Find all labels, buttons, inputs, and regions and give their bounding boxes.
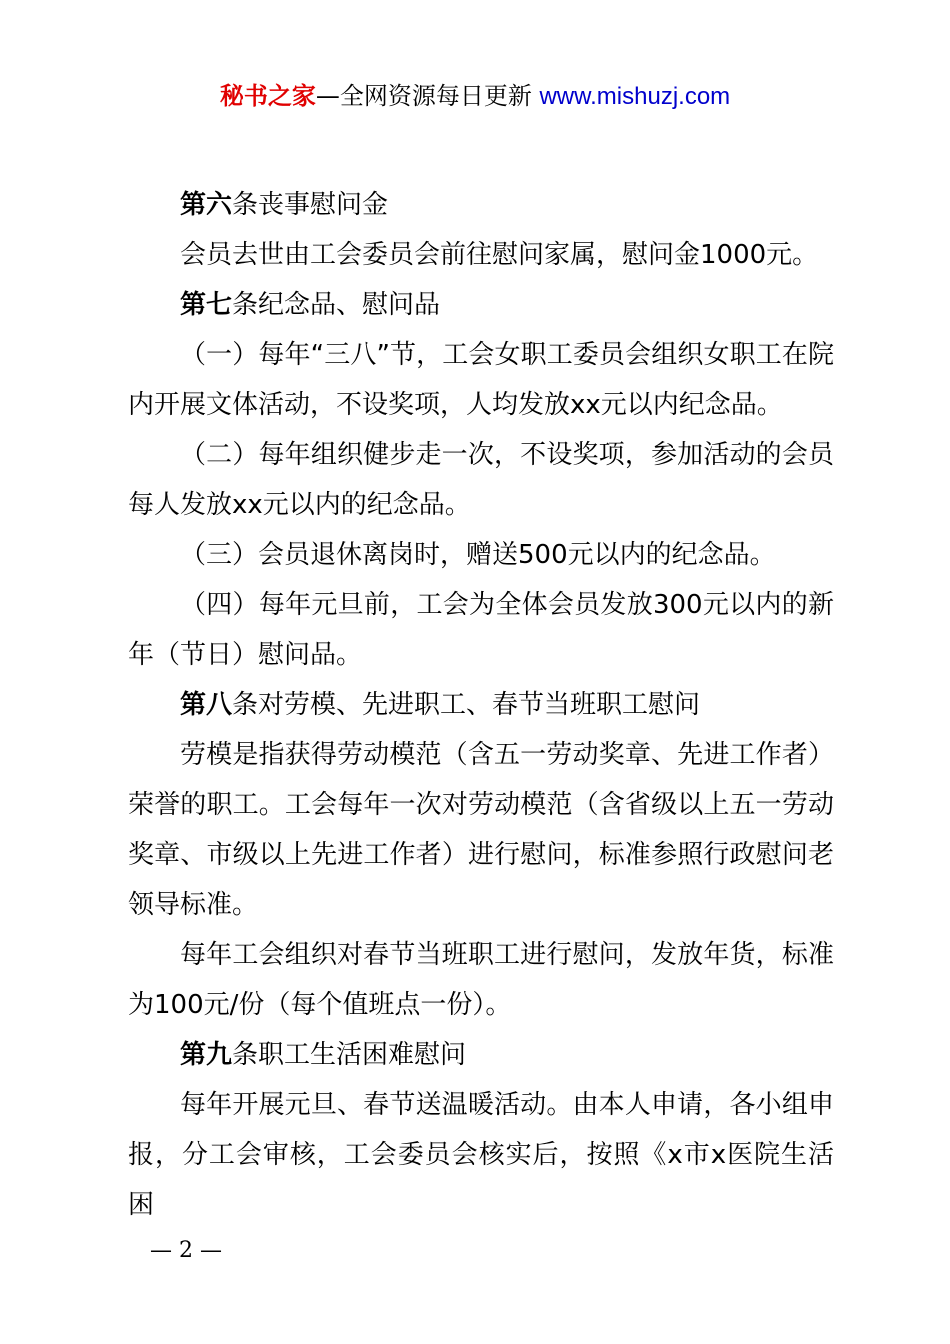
article-title: 条对劳模、先进职工、春节当班职工慰问 <box>232 690 701 720</box>
article-title: 条丧事慰问金 <box>232 190 389 220</box>
article-number: 第八 <box>180 690 233 720</box>
article-number: 第六 <box>180 190 233 220</box>
article-7-heading <box>128 280 834 330</box>
article-title: 条纪念品、慰问品 <box>232 290 441 320</box>
paragraph: （三）会员退休离岗时，赠送500元以内的纪念品。 <box>180 540 776 570</box>
page-number: — 2 — <box>150 1238 222 1263</box>
banner-tagline: —全网资源每日更新 <box>315 82 540 110</box>
article-6-heading <box>128 180 834 230</box>
paragraph: （一）每年“三八”节，工会女职工委员会组织女职工在院内开展文体活动，不设奖项，人均发放xx元以内纪念品。 <box>128 340 834 420</box>
article-number: 第九 <box>180 1040 233 1070</box>
banner-url-link[interactable]: www.mishuzj.com <box>539 83 731 110</box>
banner-brand: 秘书之家 <box>219 82 316 110</box>
article-9-heading <box>128 1030 834 1080</box>
site-banner <box>0 80 950 113</box>
article-number: 第七 <box>180 290 233 320</box>
paragraph: 每年开展元旦、春节送温暖活动。由本人申请，各小组申报，分工会审核，工会委员会核实后，按照《x市x医院生活困 <box>128 1090 834 1220</box>
paragraph: （四）每年元旦前，工会为全体会员发放300元以内的新年（节日）慰问品。 <box>128 590 834 670</box>
paragraph: 每年工会组织对春节当班职工进行慰问，发放年货，标准为100元/份（每个值班点一份）。 <box>128 940 834 1020</box>
article-title: 条职工生活困难慰问 <box>232 1040 467 1070</box>
article-8-heading <box>128 680 834 730</box>
paragraph: 会员去世由工会委员会前往慰问家属，慰问金1000元。 <box>180 240 819 270</box>
paragraph: 劳模是指获得劳动模范（含五一劳动奖章、先进工作者）荣誉的职工。工会每年一次对劳动模范（含省级以上五一劳动奖章、市级以上先进工作者）进行慰问，标准参照行政慰问老领导标准。 <box>128 740 834 920</box>
paragraph: （二）每年组织健步走一次，不设奖项，参加活动的会员每人发放xx元以内的纪念品。 <box>128 440 834 520</box>
document-body <box>128 180 834 1230</box>
